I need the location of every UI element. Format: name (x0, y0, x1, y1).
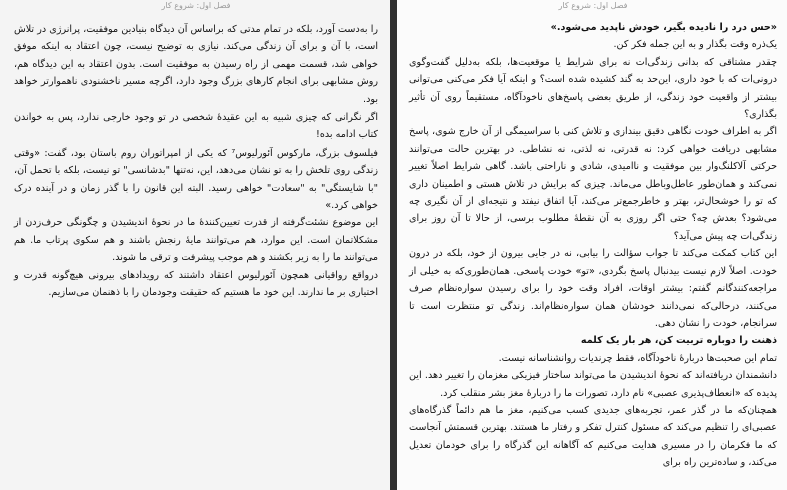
right-paragraph-3: اگر به اطراف خودت نگاهی دقیق بیندازی و تلاش کنی با سراسیمگی از آن خارج شوی، پاسخ مشابهی دریافت خواهی کرد: نه قدرتی، نه لذتی، نه نشاطی. در بهترین حالت می‌توانند حرکتی آلاکلنگ‌وار بین موفقیت و ناامیدی، شادی و ناراحتی باشد. گاهی شرایط اصلاً تغییر نمی‌کند و همان‌طور عاطل‌وباطل می‌ماند. چیزی که برایش در تلاش هستی و اطمینان داری که تو را خوشحال‌تر، بهتر و خاطرجمع‌تر می‌کند، آیا اتفاق نیفتد و نتیجه‌ای از آن نگیری چه می‌شود؟ بعدش چه؟ حتی اگر روزی به آن نقطهٔ مطلوب برسی، از حالا تا آن روز برای زندگی‌ات چه پیش می‌آید؟ (409, 126, 777, 242)
right-running-head: فصل اول: شروع کار (558, 1, 628, 10)
right-paragraph-5: تمام این صحبت‌ها دربارهٔ ناخودآگاه، فقط چرندیات روانشناسانه نیست. (498, 352, 777, 364)
left-page-text (14, 15, 378, 302)
page-gutter (390, 0, 397, 490)
quote-line: «حس درد را نادیده بگیر، خودش ناپدید می‌شود.» (550, 22, 777, 33)
left-paragraph-3: فیلسوف بزرگ، مارکوس آئورلیوس⁷ که یکی از امپراتوران روم باستان بود، گفت: «وقتی زندگی روی تلخش را به تو نشان می‌دهد، این، نه‌تنها "بدشانسی" تو نیست، بلکه با تحمل آن، "با شایستگی" به "سعادت" خواهی رسید. البته این قانون را با گذر زمان و در آینده درک خواهی کرد.» (14, 147, 378, 212)
right-page (397, 0, 787, 490)
right-paragraph-2: چقدر مشتاقی که بدانی زندگی‌ات نه برای شرایط یا موقعیت‌ها، بلکه به‌دلیل گفت‌وگوی درونی‌ات که با خود داری، این‌حد به گند کشیده شده است؟ و اینکه آیا فکر می‌کنی می‌توانی بیشتر از واقعیت خود زندگی، از طریق بعضی پاسخ‌های ناخودآگاه، مستقیماً روی آن تأثیر بگذاری؟ (409, 56, 777, 121)
section-heading: ذهنت را دوباره تربیت کن، هر بار یک کلمه (580, 335, 777, 347)
left-paragraph-1: را به‌دست آورد، بلکه در تمام مدتی که براساس آن دیدگاه بنیادین موفقیت، پرانرژی در تلاش است، با آن و برای آن زندگی می‌کند. نیازی به توضیح نیست، چون اعتقاد به اینکه موفق خواهی شد، قسمت مهمی از راه رسیدن به موفقیت است. بدون اعتقاد به این دیدگاه هم، روش مشابهی برای انجام کارهای بزرگ وجود دارد، اگرچه مسیر ناخشنودی ناهموارتر خواهد بود. (14, 24, 378, 105)
right-paragraph-7: همچنان‌که ما در گذر عمر، تجربه‌های جدیدی کسب می‌کنیم، مغز ما هم دائماً گذرگاه‌های عصبی‌ای را تنظیم می‌کند که مسئول کنترل تفکر و رفتار ما هستند. بهترین قسمتش آنجاست که ما فکرمان را در مسیری هدایت می‌کنیم که آگاهانه این گذرگاه را برای خودمان تعدیل می‌کند، و ساده‌ترین راه برای (409, 404, 777, 469)
left-paragraph-2: اگر نگرانی که چیزی شبیه به این عقیدهٔ شخصی در تو وجود خارجی ندارد، پس به خواندن کتاب ادامه بده! (14, 112, 378, 141)
left-page (0, 0, 390, 490)
right-page-text (409, 15, 777, 472)
right-paragraph-6: دانشمندان دریافته‌اند که نحوهٔ اندیشیدن ما می‌تواند ساختار فیزیکی مغزمان را تغییر دهد. این پدیده که «انعطاف‌پذیری عصبی» نام دارد، تصورات ما را دربارهٔ مغز بشر منقلب کرد. (409, 370, 777, 399)
left-paragraph-5: درواقع رواقیانی همچون آئورلیوس اعتقاد داشتند که رویدادهای بیرونی هیچ‌گونه قدرت و اختیاری بر ما ندارند. این خود ما هستیم که حقیقت وجودمان را با ذهنمان می‌سازیم. (14, 269, 378, 299)
left-paragraph-4: این موضوع نشئت‌گرفته از قدرت تعیین‌کنندهٔ ما در نحوهٔ اندیشیدن و چگونگی حرف‌زدن از مشکلاتمان است. این موارد، هم می‌توانند مایهٔ رنجش باشند و هم سکوی پرتاب ما. هم می‌توانند ما را به زیر بکشند و هم موجب پیشرفت و ترقی ما شوند. (14, 217, 378, 264)
right-paragraph-1: یک‌ذره وقت بگذار و به این جمله فکر کن. (613, 39, 777, 51)
right-paragraph-4: این کتاب کمکت می‌کند تا جواب سؤالت را بیابی، نه در جایی بیرون از خود، بلکه در درون خودت. اصلاً لازم نیست بیدنبال پاسخ بگردی، «تو» خودت پاسخی. همان‌طوری‌که به خیلی از مراجعه‌کنندگانم گفتم: بیشتر اوقات، افراد وقت خود را برای رسیدن سواره‌نظام صرف می‌کنند، درحالی‌که نمی‌دانند خودشان همان سواره‌نظام‌اند. زندگی تو منتظرت است تا سرانجام، خودت را نشان دهی. (409, 248, 777, 329)
left-running-head: فصل اول: شروع کار (161, 1, 231, 10)
